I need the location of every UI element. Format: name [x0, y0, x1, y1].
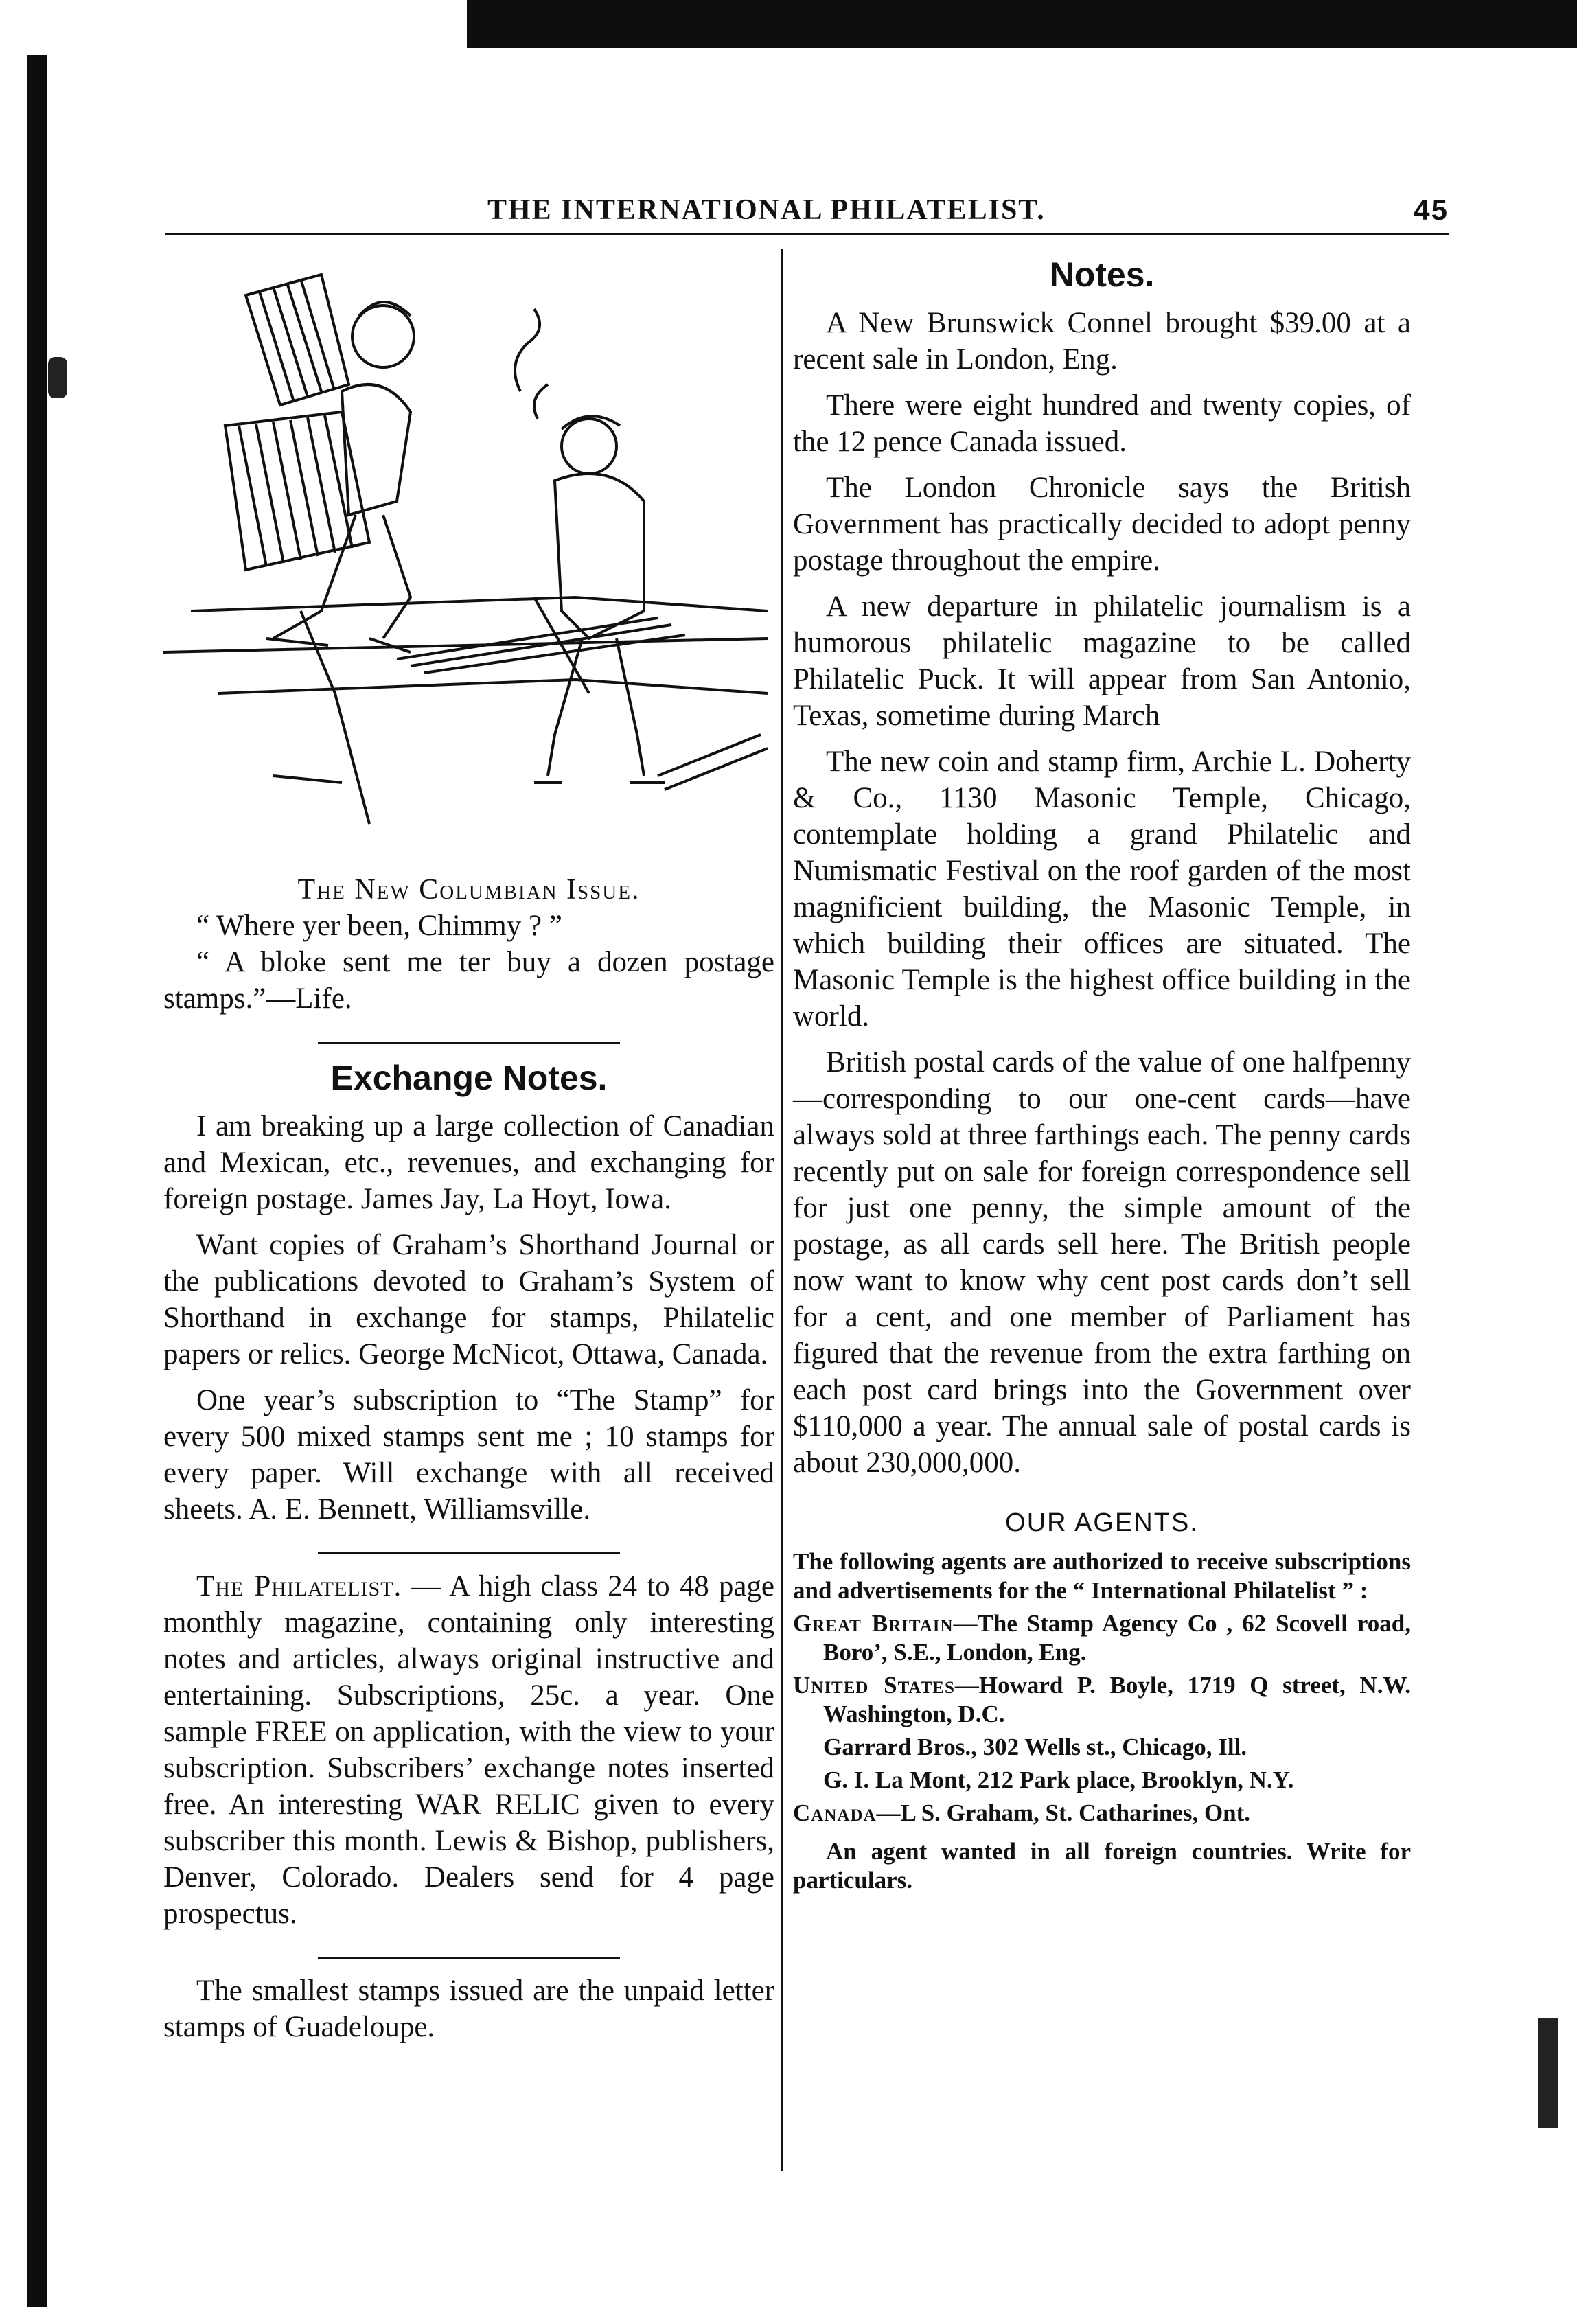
- section-rule: [318, 1552, 620, 1554]
- agent-us-text: —Howard P. Boyle, 1719 Q street, N.W. Washington, D.C.: [823, 1672, 1411, 1727]
- caption-line-1: “ Where yer been, Chimmy ? ”: [196, 910, 562, 942]
- scan-right-mark: [1538, 2018, 1558, 2128]
- notes-heading: Notes.: [1049, 255, 1155, 294]
- note-4: A new departure in philatelic journalism is a humorous philatelic magazine to be called Philatelic Puck. It will appear from San Antonio, Texas, sometime during March: [793, 590, 1411, 732]
- caption-title: The New Columbian Issue.: [297, 874, 641, 906]
- note-1: A New Brunswick Connel brought $39.00 at a recent sale in London, Eng.: [793, 307, 1411, 376]
- agents-intro: The following agents are authorized to receive subscriptions and advertisements for the “ International Philatelist ” :: [793, 1548, 1411, 1604]
- agent-gb-label: Great Britain: [793, 1610, 954, 1637]
- column-divider: [781, 249, 783, 2171]
- agent-ca-text: —L S. Graham, St. Catharines, Ont.: [876, 1799, 1251, 1826]
- agents-section: [793, 1508, 1411, 1895]
- exchange-note-2: Want copies of Graham’s Shorthand Journal or the publications devoted to Graham’s System of Shorthand in exchange for stamps, Philatelic papers or relics. George McNicot, Ottawa, Canada.: [163, 1229, 774, 1370]
- agent-great-britain: [793, 1609, 1411, 1667]
- agent-us-chicago: Garrard Bros., 302 Wells st., Chicago, Ill.: [823, 1734, 1247, 1760]
- philatelist-advertisement: [163, 1568, 774, 1932]
- note-5: The new coin and stamp firm, Archie L. Doherty & Co., 1130 Masonic Temple, Chicago, contemplate holding a grand Philatelic and Numismatic Festival on the roof garden of the most magnificient building, the Masonic Temple, in which building their offices are situated. The Masonic Temple is the highest office building in the world.: [793, 746, 1411, 1033]
- section-rule: [318, 1042, 620, 1044]
- scan-binding-edge: [27, 55, 47, 2307]
- exchange-notes-heading: Exchange Notes.: [330, 1059, 608, 1097]
- exchange-note-1: I am breaking up a large collection of Canadian and Mexican, etc., revenues, and exchanging for foreign postage. James Jay, La Hoyt, Iowa.: [163, 1110, 774, 1215]
- agent-canada: [793, 1799, 1411, 1828]
- page-number: 45: [1414, 194, 1449, 226]
- running-head: [165, 194, 1449, 235]
- left-column: [163, 254, 774, 2045]
- caption-line-2: “ A bloke sent me ter buy a dozen postage stamps.”—Life.: [163, 946, 774, 1015]
- running-title: THE INTERNATIONAL PHILATELIST.: [487, 194, 1046, 226]
- philatelist-text: — A high class 24 to 48 page monthly magazine, containing only interesting notes and articles, always original instructive and entertaining. Subscriptions, 25c. a year. One sample FREE on application, with the view to your subscription. Subscribers’ exchange notes inserted free. An interesting WAR RELIC given to every subscriber this month. Lewis & Bishop, publishers, Denver, Colorado. Dealers send for 4 page prospectus.: [163, 1570, 774, 1930]
- scan-top-edge: [467, 0, 1577, 48]
- note-6: British postal cards of the value of one halfpenny—corresponding to our one-cent cards—have always sold at three farthings each. The penny cards recently put on sale for foreign correspondence sell for just one penny, the simple amount of the postage, as all cards sell here. The British people now want to know why cent post cards don’t sell for a cent, and one member of Parliament has figured that the revenue from the extra farthing on each post card brings into the Government over $110,000 a year. The annual sale of postal cards is about 230,000,000.: [793, 1046, 1411, 1479]
- scan-blot: [48, 357, 67, 398]
- cartoon-illustration-icon: [163, 254, 774, 831]
- agent-ca-label: Canada: [793, 1799, 877, 1826]
- agent-us-label: United States: [793, 1672, 955, 1699]
- agent-gb-text: —The Stamp Agency Co , 62 Scovell road, Boro’, S.E., London, Eng.: [823, 1610, 1411, 1666]
- note-3: The London Chronicle says the British Government has practically decided to adopt penny postage throughout the empire.: [793, 472, 1411, 577]
- agent-united-states: [793, 1671, 1411, 1729]
- section-rule: [318, 1957, 620, 1959]
- philatelist-lead: The Philatelist.: [196, 1570, 402, 1602]
- note-2: There were eight hundred and twenty copies, of the 12 pence Canada issued.: [793, 389, 1411, 458]
- right-column: [793, 254, 1411, 1895]
- smallest-stamps-note: The smallest stamps issued are the unpaid letter stamps of Guadeloupe.: [163, 1975, 774, 2043]
- agent-wanted: An agent wanted in all foreign countries. Write for particulars.: [793, 1838, 1411, 1894]
- agents-title: OUR AGENTS.: [1005, 1508, 1199, 1537]
- agent-us-brooklyn: G. I. La Mont, 212 Park place, Brooklyn, N.Y.: [823, 1767, 1294, 1793]
- exchange-note-3: One year’s subscription to “The Stamp” for every 500 mixed stamps sent me ; 10 stamps for every paper. Will exchange with all received sheets. A. E. Bennett, Williamsville.: [163, 1384, 774, 1526]
